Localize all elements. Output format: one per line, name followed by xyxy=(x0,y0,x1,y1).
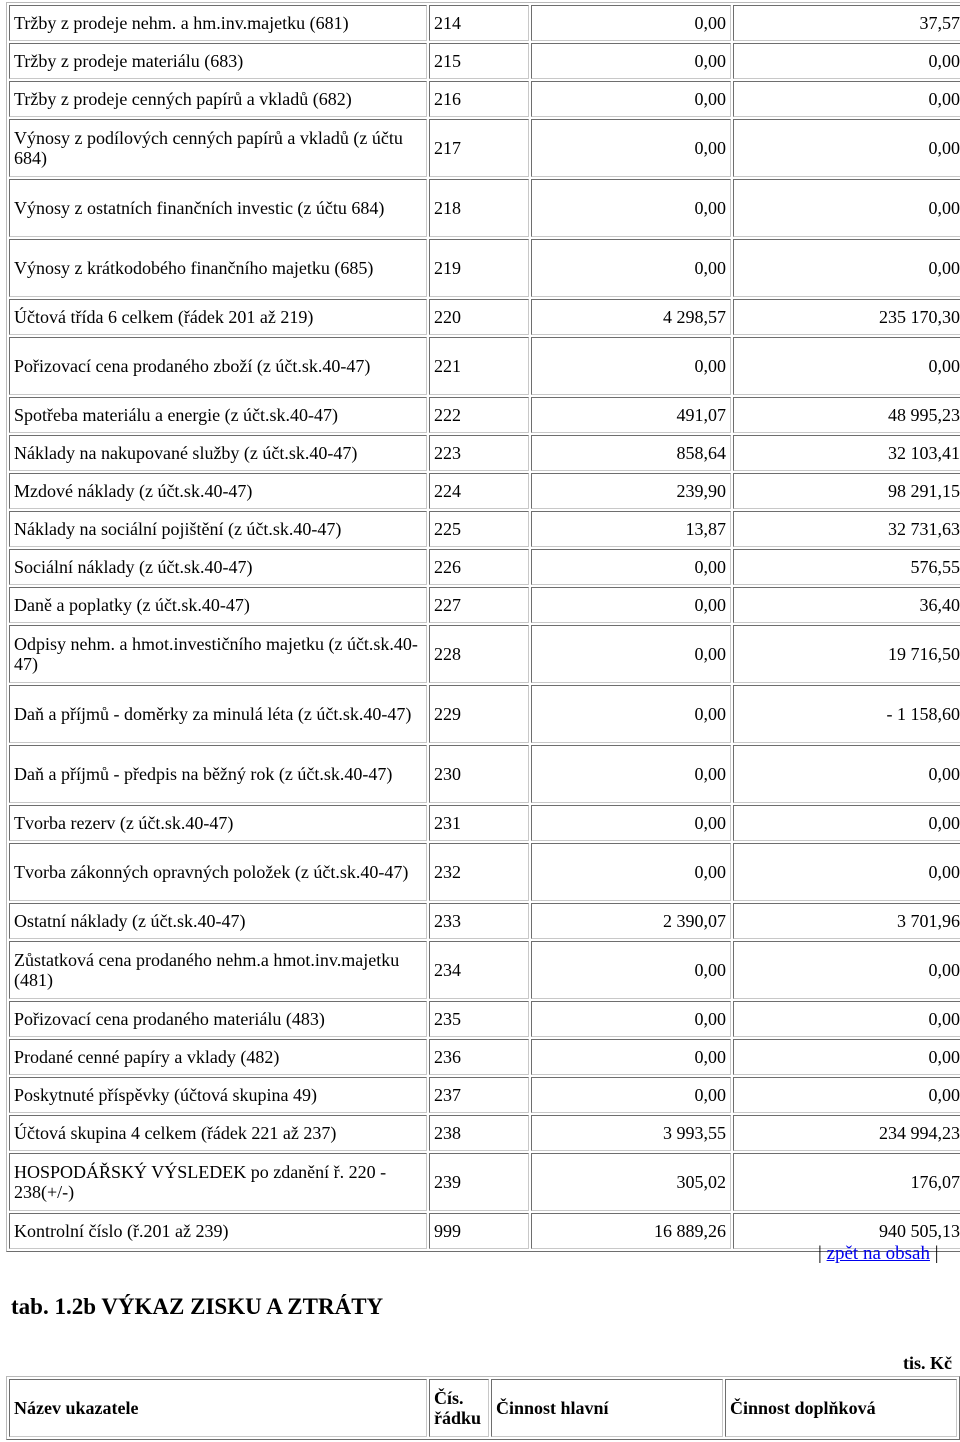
table-row xyxy=(9,903,960,939)
row-main-value: 0,00 xyxy=(531,941,731,999)
row-main-value: 0,00 xyxy=(531,43,731,79)
row-code: 220 xyxy=(429,299,529,335)
row-code: 238 xyxy=(429,1115,529,1151)
row-name: Poskytnuté příspěvky (účtová skupina 49) xyxy=(9,1077,427,1113)
row-code: 999 xyxy=(429,1213,529,1249)
row-name: Sociální náklady (z účt.sk.40-47) xyxy=(9,549,427,585)
row-side-value: 0,00 xyxy=(733,337,960,395)
row-name: Náklady na nakupované služby (z účt.sk.40-47) xyxy=(9,435,427,471)
income-statement-body xyxy=(9,5,960,1249)
row-main-value: 305,02 xyxy=(531,1153,731,1211)
row-code: 221 xyxy=(429,337,529,395)
row-main-value: 0,00 xyxy=(531,843,731,901)
header-side: Činnost doplňková xyxy=(725,1379,957,1437)
row-name: Pořizovací cena prodaného materiálu (483) xyxy=(9,1001,427,1037)
row-side-value: 48 995,23 xyxy=(733,397,960,433)
row-name: Účtová třída 6 celkem (řádek 201 až 219) xyxy=(9,299,427,335)
row-main-value: 16 889,26 xyxy=(531,1213,731,1249)
row-name: Ostatní náklady (z účt.sk.40-47) xyxy=(9,903,427,939)
row-code: 223 xyxy=(429,435,529,471)
row-name: Účtová skupina 4 celkem (řádek 221 až 237) xyxy=(9,1115,427,1151)
row-main-value: 0,00 xyxy=(531,587,731,623)
row-code: 233 xyxy=(429,903,529,939)
row-side-value: 0,00 xyxy=(733,119,960,177)
row-side-value: 0,00 xyxy=(733,941,960,999)
row-name: Tržby z prodeje materiálu (683) xyxy=(9,43,427,79)
row-side-value: - 1 158,60 xyxy=(733,685,960,743)
table-row xyxy=(9,625,960,683)
row-code: 231 xyxy=(429,805,529,841)
row-side-value: 19 716,50 xyxy=(733,625,960,683)
row-code: 235 xyxy=(429,1001,529,1037)
row-main-value: 2 390,07 xyxy=(531,903,731,939)
row-main-value: 0,00 xyxy=(531,81,731,117)
row-side-value: 36,40 xyxy=(733,587,960,623)
row-main-value: 3 993,55 xyxy=(531,1115,731,1151)
row-side-value: 0,00 xyxy=(733,179,960,237)
row-side-value: 32 103,41 xyxy=(733,435,960,471)
row-name: Výnosy z krátkodobého finančního majetku (685) xyxy=(9,239,427,297)
row-side-value: 0,00 xyxy=(733,1077,960,1113)
table-row xyxy=(9,179,960,237)
table-row xyxy=(9,1077,960,1113)
next-table-header xyxy=(6,1376,960,1440)
table-row xyxy=(9,941,960,999)
row-code: 214 xyxy=(429,5,529,41)
row-main-value: 0,00 xyxy=(531,5,731,41)
row-main-value: 0,00 xyxy=(531,549,731,585)
row-code: 218 xyxy=(429,179,529,237)
row-main-value: 0,00 xyxy=(531,1077,731,1113)
row-side-value: 0,00 xyxy=(733,81,960,117)
table-row xyxy=(9,511,960,547)
row-name: Tvorba rezerv (z účt.sk.40-47) xyxy=(9,805,427,841)
row-code: 215 xyxy=(429,43,529,79)
row-side-value: 576,55 xyxy=(733,549,960,585)
table-row xyxy=(9,587,960,623)
header-main: Činnost hlavní xyxy=(491,1379,723,1437)
row-name: Odpisy nehm. a hmot.investičního majetku (z účt.sk.40-47) xyxy=(9,625,427,683)
row-name: Tržby z prodeje cenných papírů a vkladů (682) xyxy=(9,81,427,117)
table-row xyxy=(9,1153,960,1211)
table-row xyxy=(9,337,960,395)
table-row xyxy=(9,745,960,803)
section-title: tab. 1.2b VÝKAZ ZISKU A ZTRÁTY xyxy=(11,1294,384,1319)
row-main-value: 4 298,57 xyxy=(531,299,731,335)
row-name: Tvorba zákonných opravných položek (z účt.sk.40-47) xyxy=(9,843,427,901)
table-row xyxy=(9,239,960,297)
row-side-value: 32 731,63 xyxy=(733,511,960,547)
income-statement-table xyxy=(6,2,960,1252)
row-side-value: 234 994,23 xyxy=(733,1115,960,1151)
row-name: Tržby z prodeje nehm. a hm.inv.majetku (681) xyxy=(9,5,427,41)
table-row xyxy=(9,473,960,509)
row-code: 227 xyxy=(429,587,529,623)
row-code: 234 xyxy=(429,941,529,999)
row-main-value: 0,00 xyxy=(531,337,731,395)
units-note: tis. Kč xyxy=(903,1353,952,1373)
row-code: 222 xyxy=(429,397,529,433)
row-code: 216 xyxy=(429,81,529,117)
row-name: Mzdové náklady (z účt.sk.40-47) xyxy=(9,473,427,509)
header-row xyxy=(9,1379,957,1437)
row-main-value: 0,00 xyxy=(531,685,731,743)
row-code: 232 xyxy=(429,843,529,901)
nav-separator: | xyxy=(934,1243,939,1264)
table-row xyxy=(9,43,960,79)
header-name: Název ukazatele xyxy=(9,1379,427,1437)
row-side-value: 235 170,30 xyxy=(733,299,960,335)
table-row xyxy=(9,81,960,117)
row-code: 226 xyxy=(429,549,529,585)
row-main-value: 0,00 xyxy=(531,625,731,683)
row-code: 230 xyxy=(429,745,529,803)
nav-separator: | xyxy=(818,1243,822,1264)
row-name: HOSPODÁŘSKÝ VÝSLEDEK po zdanění ř. 220 - 238(+/-) xyxy=(9,1153,427,1211)
row-side-value: 0,00 xyxy=(733,843,960,901)
row-side-value: 176,07 xyxy=(733,1153,960,1211)
row-side-value: 3 701,96 xyxy=(733,903,960,939)
row-code: 237 xyxy=(429,1077,529,1113)
row-side-value: 0,00 xyxy=(733,43,960,79)
row-main-value: 0,00 xyxy=(531,745,731,803)
back-navigation xyxy=(818,1243,939,1265)
table-row xyxy=(9,435,960,471)
row-side-value: 0,00 xyxy=(733,1001,960,1037)
row-main-value: 0,00 xyxy=(531,1001,731,1037)
row-name: Daně a poplatky (z účt.sk.40-47) xyxy=(9,587,427,623)
row-code: 224 xyxy=(429,473,529,509)
table-row xyxy=(9,549,960,585)
row-main-value: 239,90 xyxy=(531,473,731,509)
table-row xyxy=(9,1001,960,1037)
table-row xyxy=(9,397,960,433)
row-side-value: 940 505,13 xyxy=(733,1213,960,1249)
row-name: Daň a příjmů - doměrky za minulá léta (z účt.sk.40-47) xyxy=(9,685,427,743)
row-name: Náklady na sociální pojištění (z účt.sk.40-47) xyxy=(9,511,427,547)
table-row xyxy=(9,119,960,177)
row-side-value: 0,00 xyxy=(733,745,960,803)
row-side-value: 37,57 xyxy=(733,5,960,41)
row-name: Kontrolní číslo (ř.201 až 239) xyxy=(9,1213,427,1249)
row-name: Zůstatková cena prodaného nehm.a hmot.inv.majetku (481) xyxy=(9,941,427,999)
row-code: 219 xyxy=(429,239,529,297)
table-row xyxy=(9,805,960,841)
table-row xyxy=(9,299,960,335)
row-main-value: 13,87 xyxy=(531,511,731,547)
row-code: 228 xyxy=(429,625,529,683)
row-main-value: 0,00 xyxy=(531,805,731,841)
header-code: Čís. řádku xyxy=(429,1379,489,1437)
table-row xyxy=(9,843,960,901)
row-code: 236 xyxy=(429,1039,529,1075)
row-name: Výnosy z podílových cenných papírů a vkladů (z účtu 684) xyxy=(9,119,427,177)
row-code: 217 xyxy=(429,119,529,177)
back-to-contents-link[interactable]: zpět na obsah xyxy=(826,1243,930,1264)
row-side-value: 0,00 xyxy=(733,239,960,297)
row-name: Spotřeba materiálu a energie (z účt.sk.40-47) xyxy=(9,397,427,433)
row-code: 239 xyxy=(429,1153,529,1211)
row-name: Prodané cenné papíry a vklady (482) xyxy=(9,1039,427,1075)
row-main-value: 0,00 xyxy=(531,179,731,237)
row-side-value: 0,00 xyxy=(733,805,960,841)
table-row xyxy=(9,1039,960,1075)
row-code: 229 xyxy=(429,685,529,743)
row-name: Pořizovací cena prodaného zboží (z účt.sk.40-47) xyxy=(9,337,427,395)
row-name: Výnosy z ostatních finančních investic (z účtu 684) xyxy=(9,179,427,237)
row-main-value: 0,00 xyxy=(531,119,731,177)
table-row xyxy=(9,5,960,41)
row-main-value: 491,07 xyxy=(531,397,731,433)
table-row xyxy=(9,685,960,743)
row-code: 225 xyxy=(429,511,529,547)
row-main-value: 858,64 xyxy=(531,435,731,471)
row-side-value: 0,00 xyxy=(733,1039,960,1075)
row-name: Daň a příjmů - předpis na běžný rok (z účt.sk.40-47) xyxy=(9,745,427,803)
table-row xyxy=(9,1115,960,1151)
row-main-value: 0,00 xyxy=(531,239,731,297)
row-side-value: 98 291,15 xyxy=(733,473,960,509)
row-main-value: 0,00 xyxy=(531,1039,731,1075)
